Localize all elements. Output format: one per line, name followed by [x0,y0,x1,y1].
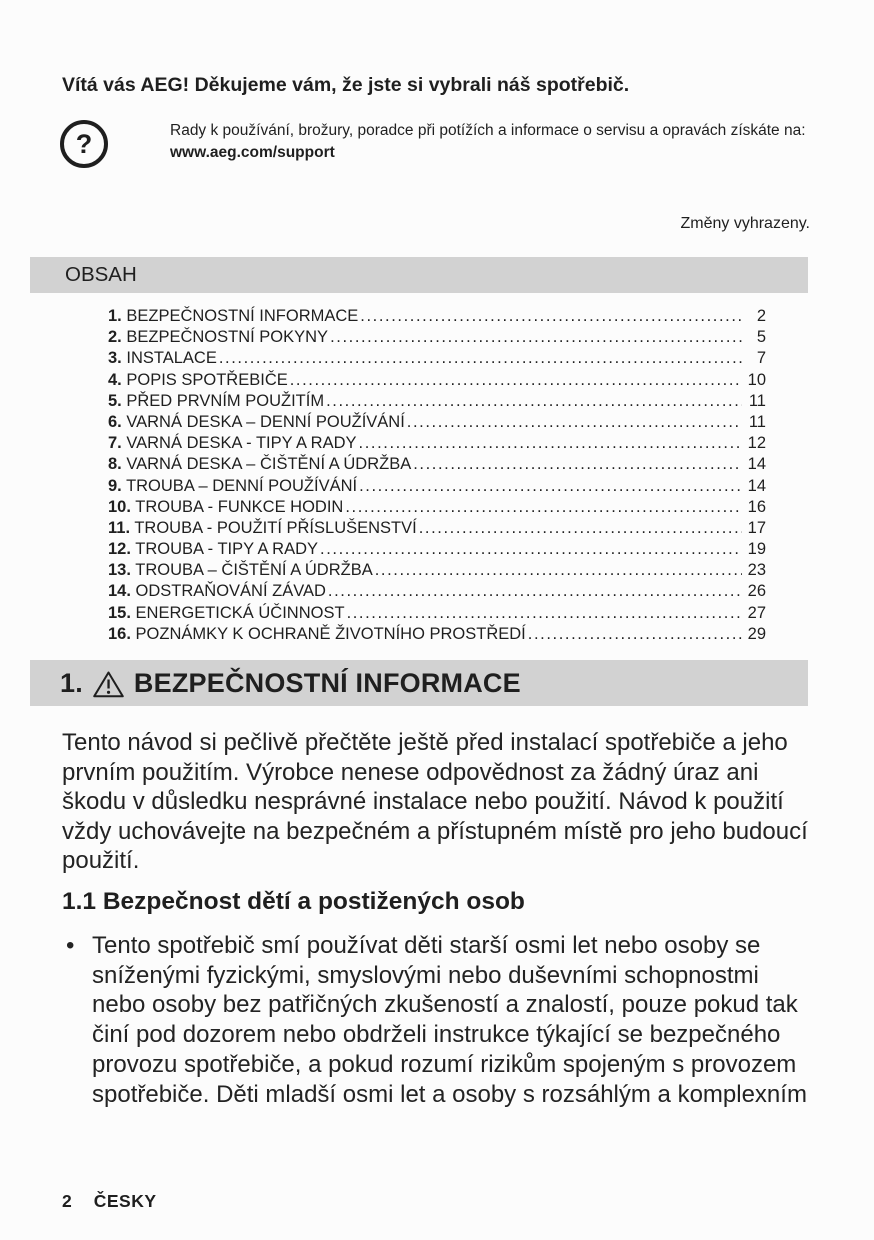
toc-page-number: 5 [756,328,766,347]
welcome-heading: Vítá vás AEG! Děkujeme vám, že jste si vybrali náš spotřebič. [62,74,630,96]
section-number: 1. [60,667,83,698]
rights-notice: Změny vyhrazeny. [680,215,810,232]
toc-leader-dots [375,560,742,581]
toc-item[interactable] [108,497,766,518]
toc-leader-dots [347,603,742,624]
page-number: 2 [62,1191,72,1211]
toc-page-number: 23 [747,561,766,580]
toc-page-number: 11 [748,412,766,431]
toc-item[interactable] [108,433,766,454]
support-text-block [170,120,810,163]
toc-leader-dots [330,327,742,348]
toc-leader-dots [528,624,742,645]
toc-item[interactable] [108,391,766,412]
toc-item-title: 15. ENERGETICKÁ ÚČINNOST [108,603,345,622]
section-title: BEZPEČNOSTNÍ INFORMACE [133,667,521,698]
toc-header-bar [30,257,808,293]
toc-item[interactable] [108,624,766,645]
support-url[interactable]: www.aeg.com/support [170,143,335,161]
toc-item[interactable] [108,327,766,348]
toc-item-title: 6. VARNÁ DESKA – DENNÍ POUŽÍVÁNÍ [108,412,405,431]
toc-leader-dots [360,306,742,327]
toc-item[interactable] [108,454,766,475]
toc-page-number: 2 [756,307,766,325]
toc-item[interactable] [108,348,766,369]
toc-page-number: 12 [747,434,766,453]
toc-leader-dots [328,581,742,602]
warning-triangle-icon [92,670,125,699]
toc-leader-dots [413,454,742,475]
toc-item-title: 1. BEZPEČNOSTNÍ INFORMACE [108,307,359,325]
toc-page-number: 7 [756,349,766,368]
support-text: Rady k používání, brožury, poradce při potížích a informace o servisu a opravách získáte na: [170,122,806,139]
toc-page-number: 14 [747,455,766,474]
toc-item-title: 2. BEZPEČNOSTNÍ POKYNY [108,328,329,347]
toc-item-title: 5. PŘED PRVNÍM POUŽITÍM [108,391,325,410]
toc-page-number: 27 [747,603,766,622]
toc-item[interactable] [108,581,766,602]
page-footer [62,1191,157,1212]
toc-page-number: 29 [747,624,766,643]
table-of-contents [108,306,766,645]
toc-item-title: 13. TROUBA – ČIŠTĚNÍ A ÚDRŽBA [108,561,373,580]
toc-item[interactable] [108,412,766,433]
toc-leader-dots [359,476,742,497]
safety-bullet-list [64,931,812,1109]
toc-leader-dots [407,412,742,433]
toc-item[interactable] [108,560,766,581]
toc-item-title: 4. POPIS SPOTŘEBIČE [108,370,288,389]
toc-item[interactable] [108,539,766,560]
toc-item-title: 7. VARNÁ DESKA - TIPY A RADY [108,434,357,453]
question-glyph: ? [75,128,93,159]
toc-page-number: 17 [747,518,766,537]
toc-item[interactable] [108,306,766,327]
toc-leader-dots [290,370,742,391]
toc-item-title: 10. TROUBA - FUNKCE HODIN [108,497,344,516]
toc-item-title: 14. ODSTRAŇOVÁNÍ ZÁVAD [108,582,326,601]
toc-leader-dots [359,433,742,454]
toc-page-number: 19 [747,540,766,559]
toc-page-number: 14 [747,476,766,495]
toc-item-title: 12. TROUBA - TIPY A RADY [108,540,319,559]
section-heading-bar [30,660,808,706]
toc-leader-dots [419,518,742,539]
toc-item-title: 11. TROUBA - POUŽITÍ PŘÍSLUŠENSTVÍ [108,518,417,537]
toc-page-number: 16 [747,497,766,516]
toc-item-title: 9. TROUBA – DENNÍ POUŽÍVÁNÍ [108,476,358,495]
support-info-block [60,120,810,168]
toc-item-title: 8. VARNÁ DESKA – ČIŠTĚNÍ A ÚDRŽBA [108,455,412,474]
toc-item-title: 3. INSTALACE [108,349,217,368]
toc-item-title: 16. POZNÁMKY K OCHRANĚ ŽIVOTNÍHO PROSTŘEDÍ [108,624,526,643]
toc-leader-dots [320,539,742,560]
toc-leader-dots [345,497,742,518]
toc-leader-dots [219,348,742,369]
toc-title: OBSAH [65,263,137,286]
toc-page-number: 11 [748,391,766,410]
toc-item[interactable] [108,370,766,391]
toc-leader-dots [326,391,742,412]
bullet-item: • Tento spotřebič smí používat děti starší osmi let nebo osoby se sníženými fyzickými, smyslovými nebo duševními schopnostmi nebo osoby bez patřičných zkušeností a znalostí, pouze pokud tak činí pod dozorem nebo obdrželi instrukce týkající se bezpečného provozu spotřebiče, a pokud rozumí rizikům spojeným s provozem spotřebiče. Děti mladší osmi let a osoby s rozsáhlým a komplexním [64,931,812,1109]
toc-item[interactable] [108,603,766,624]
toc-item[interactable] [108,476,766,497]
toc-item[interactable] [108,518,766,539]
language-label: ČESKY [93,1191,157,1211]
section-intro-paragraph: Tento návod si pečlivě přečtěte ještě před instalací spotřebiče a jeho prvním použitím. Výrobce nenese odpovědnost za žádný úraz ani škodu v důsledku nesprávné instalace nebo použití. Návod k použití vždy uchovávejte na bezpečném a přístupném místě pro jeho budoucí použití. [62,729,808,875]
toc-page-number: 10 [747,370,766,389]
toc-page-number: 26 [747,582,766,601]
subsection-heading: 1.1 Bezpečnost dětí a postižených osob [62,888,525,915]
help-question-icon [60,120,108,168]
